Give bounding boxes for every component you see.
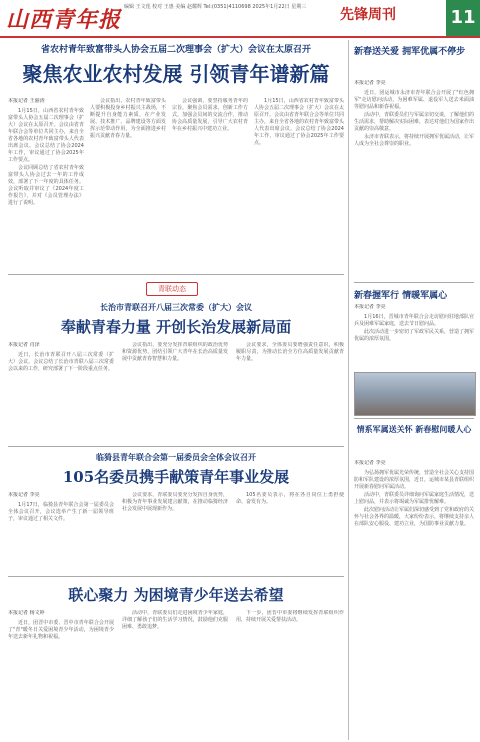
paragraph: 活动中，青联委员详细询问军属家庭生活情况，送上慰问品，并表示将竭诚为军属排忧解难。: [354, 492, 474, 505]
paragraph: 会议要求，青联委员要充分发挥自身优势，积极为青年事业发展建言献策，在推动临猗经济社会发展中展现新作为。: [122, 492, 228, 512]
a2-kicker: 长治市青联召开八届三次常委（扩大）会议: [100, 303, 252, 312]
a2-headline: 奉献青春力量 开创长治发展新局面: [60, 318, 292, 336]
a4-col-3: [236, 610, 344, 738]
a3-col-1: [8, 492, 114, 570]
paragraph: 为弘扬拥军优属光荣传统，营造全社会关心支持国防和军队建设的浓厚氛围，近日，运城市某县青联组织开展新春慰问军属活动。: [354, 470, 474, 490]
a3-col-2: [122, 492, 228, 570]
a3-col-3: [236, 492, 344, 570]
column-divider: [348, 40, 349, 740]
paragraph: 此次活动进一步密切了军政军民关系，营造了拥军优属的浓厚氛围。: [354, 329, 474, 342]
side1-body: [354, 80, 474, 276]
lead-col-3: [172, 98, 248, 268]
lead-col-1: [8, 98, 84, 268]
paragraph: 会议指出，要充分发挥青联组织的政治优势和资源优势，团结引领广大青年在长治高质量发展中贡献青春智慧和力量。: [122, 342, 228, 362]
section-rule: [8, 576, 344, 577]
section-rule: [8, 446, 344, 447]
tag-badge: 青联动态: [146, 282, 198, 296]
side3-title: 情系军属送关怀 新春慰问暖人心: [356, 425, 472, 434]
paragraph: 近日，团晋中市委、晋中市青年联合会开展了"青"暖冬日关爱困境青少年活动，为困境青少年送去新年礼物和祝福。: [8, 620, 114, 640]
paragraph: 活动中，青联委员们走进困境青少年家庭，详细了解孩子们的生活学习情况，鼓励他们克服困难、勇敢追梦。: [122, 610, 228, 630]
a2-col-2: [122, 342, 228, 438]
a2-byline: 本报记者 肖泽: [8, 342, 40, 348]
paragraph: 此次慰问活动让军属们深切感受到了党和政府的关怀与社会各界的温暖，大家纷纷表示，将继续支持亲人在部队安心服役、建功立业，为国防事业贡献力量。: [354, 507, 474, 527]
a4-byline: 本报记者 杨文婷: [8, 610, 45, 616]
masthead-meta: 编辑 王文莲 校对 王惠 美编 赵耀辉 Tel:(0351)4110698 2025年1月22日 星期三: [124, 4, 307, 10]
paragraph: 会议回顾总结了省农村青年致富带头人协会过去一年的工作成效，部署了下一年度的具体任务。会议听取并审议了《2024年度工作报告》，并对《会员管理办法》进行了说明。: [8, 165, 84, 206]
a4-headline: 联心聚力 为困境青少年送去希望: [68, 586, 284, 604]
news-photo: [354, 372, 476, 416]
paragraph: 下一步，团晋中市委将继续发挥青联组织作用，持续开展关爱帮扶活动。: [236, 610, 344, 623]
side3-byline: 本报记者 李亮: [354, 460, 386, 466]
side2-byline: 本报记者 李亮: [354, 304, 386, 310]
side3-body: [354, 460, 474, 738]
lead-col-4: [254, 98, 344, 268]
section-rule: [8, 274, 344, 275]
side-article-1: [354, 44, 474, 57]
side1-byline: 本报记者 李亮: [354, 80, 386, 86]
article-jinzhong: [8, 584, 344, 605]
side-article-2: [354, 288, 474, 301]
paragraph: 1月15日，山西省农村青年致富带头人协会五届二次理事会（扩大）会议在太原召开。会议由省青年联合会等单位共同主办，来自全省各地的农村青年致富带头人代表出席会议。会议总结了协会2024年工作，审议通过了协会2025年工作要点。: [8, 108, 84, 163]
lead-byline: 本报记者 王丽涛: [8, 98, 45, 104]
section-title: 先锋周刊: [340, 7, 396, 23]
side-article-3: [354, 424, 474, 435]
side2-title: 新春握军行 情暖军属心: [354, 291, 448, 301]
paragraph: 近日，长治市青联召开八届三次常委（扩大）会议。会议总结了长治市青联八届三次常委会以来的工作，研究部署了下一阶段重点任务。: [8, 352, 114, 372]
a4-col-1: [8, 610, 114, 738]
paragraph: 1月16日，晋城市青年联合会走访慰问驻地部队官兵及困难军属家庭，送去节日慰问品。: [354, 314, 474, 327]
a2-col-1: [8, 342, 114, 438]
paragraph: 会议要求，全体委员要增强责任意识，积极履职尽责，为推动长治全方位高质量发展贡献青年力量。: [236, 342, 344, 362]
a3-headline: 105名委员携手献策青年事业发展: [62, 468, 290, 486]
lead-headline: 聚焦农业农村发展 引领青年谱新篇: [22, 62, 330, 86]
article-changzhi: [8, 302, 344, 337]
masthead-bar: [0, 0, 480, 38]
a3-byline: 本报记者 李亮: [8, 492, 40, 498]
paragraph: 活动中，青联委员们与军属亲切交谈，了解他们的生活需求，帮助解决实际困难，表达对他们为国家作出贡献的崇高敬意。: [354, 112, 474, 132]
masthead-logo: 山西青年报: [6, 7, 122, 33]
lead-kicker: 省农村青年致富带头人协会五届二次理事会（扩大）会议在太原召开: [40, 45, 311, 55]
article-linyi: [8, 452, 344, 487]
paragraph: 永济市青联表示，将持续开展拥军优属活动，让军人成为全社会尊崇的职业。: [354, 134, 474, 147]
a2-col-3: [236, 342, 344, 438]
paragraph: 会议指出，农村青年致富带头人要积极投身乡村振兴主战场，不断提升自身能力素质，在产业发展、技术推广、品牌建设等方面发挥示范带动作用，为全面推进乡村振兴贡献青春力量。: [90, 98, 166, 139]
section-rule: [354, 418, 474, 419]
paragraph: 1月15日，山西省农村青年致富带头人协会五届二次理事会（扩大）会议在太原召开。会议由省青年联合会等单位共同主办，来自全省各地的农村青年致富带头人代表出席会议。会议总结了协会2024年工作，审议通过了协会2025年工作要点。: [254, 98, 344, 146]
page-number: 11: [446, 0, 480, 36]
lead-col-2: [90, 98, 166, 268]
paragraph: 近日，团运城市永济市青年联合会开展了"红色拥军"走访慰问活动，为困难军属、退役军人送去米面油等慰问品和新春祝福。: [354, 90, 474, 110]
a3-kicker: 临猗县青年联合会第一届委员会全体会议召开: [96, 453, 256, 462]
side2-body: [354, 304, 474, 366]
a4-col-2: [122, 610, 228, 738]
paragraph: 会议强调，要坚持服务青年的宗旨，聚焦会员需求，创新工作方式，加强会员间的交流合作，推动协会高质量发展，引导广大农村青年在乡村振兴中建功立业。: [172, 98, 248, 132]
paragraph: 105名委员表示，将在各自岗位上勇担使命、奋发有为。: [236, 492, 344, 505]
paragraph: 1月17日，临猗县青年联合会第一届委员会全体会议召开，会议选举产生了新一届领导班子，审议通过了相关文件。: [8, 502, 114, 522]
section-rule: [354, 282, 474, 283]
side1-title: 新春送关爱 拥军优属不停步: [354, 47, 466, 57]
lead-article: [8, 42, 344, 87]
